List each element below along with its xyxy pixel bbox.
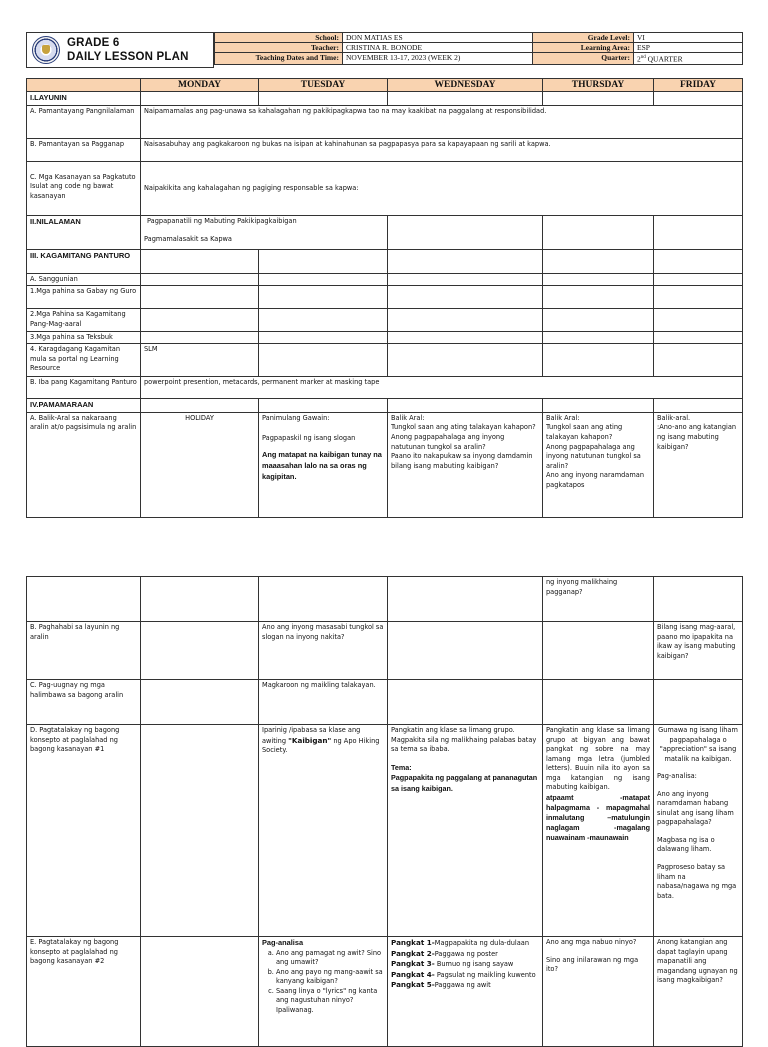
- quarter-label: Quarter:: [533, 53, 634, 65]
- day-header-wednesday: WEDNESDAY: [388, 79, 543, 92]
- friday-pagtatalakay-2: Anong katangian ang dapat taglayin upang mapanatili ang magandang ugnayan ng isang magkaibigan?: [654, 937, 743, 1047]
- section-nilalaman: II.NILALAMAN: [27, 215, 141, 249]
- nilalaman-text: Pagpapanatili ng Mabuting Pakikipagkaibigan Pagmamalasakit sa Kapwa: [141, 215, 388, 249]
- row-label-pag-uugnay: C. Pag-uugnay ng mga halimbawa sa bagong aralin: [27, 680, 141, 725]
- quarter-value: 2nd QUARTER: [634, 53, 743, 65]
- lesson-plan-table-page2: [26, 576, 743, 1047]
- dates-label: Teaching Dates and Time:: [215, 53, 343, 65]
- friday-paghahabi: Bilang isang mag-aaral, paano mo ipapakita na ikaw ay isang mabuting kaibigan?: [654, 622, 743, 680]
- day-header-tuesday: TUESDAY: [259, 79, 388, 92]
- row-label-balik-aral: A. Balik-Aral sa nakaraang aralin at/o pagsisimula ng aralin: [27, 412, 141, 517]
- learning-area-value: ESP: [634, 43, 743, 53]
- learning-area-label: Learning Area:: [533, 43, 634, 53]
- row-text-pamantayan-sa-pagganap: Naisasabuhay ang pagkakaroon ng bukas na isipan at kahinahunan sa pagpapasya para sa kapayapaan ng sarili at kapwa.: [141, 138, 743, 161]
- analysis-question: c. Saang linya o "lyrics" ng kanta ang nagustuhan ninyo? Ipaliwanag.: [276, 987, 384, 1016]
- slm-text: SLM: [141, 344, 259, 377]
- header-info-table: [214, 32, 743, 65]
- row-label-gabay-ng-guro: 1.Mga pahina sa Gabay ng Guro: [27, 286, 141, 309]
- section-kagamitan: III. KAGAMITANG PANTURO: [27, 249, 141, 273]
- row-label-karagdagang-kagamitan: 4. Karagdagang Kagamitan mula sa portal ng Learning Resource: [27, 344, 141, 377]
- group-item: Pangkat 5-Paggawa ng awit: [391, 980, 491, 990]
- thursday-continued-text: ng inyong malikhaing pagganap?: [543, 577, 654, 622]
- monday-holiday: HOLIDAY: [141, 412, 259, 517]
- wednesday-pagtatalakay-2: [388, 937, 543, 1047]
- analysis-question-list: [262, 949, 384, 1016]
- row-text-pamantayang-pangnilalaman: Naipamamalas ang pag-unawa sa kahalagahan ng pakikipagkapwa tao na may kaakibat na paggalang at responsibilidad.: [141, 105, 743, 138]
- section-layunin: I.LAYUNIN: [27, 92, 141, 106]
- row-label-pagtatalakay-1: D. Pagtatalakay ng bagong konsepto at paglalahad ng bagong kasanayan #1: [27, 725, 141, 937]
- tuesday-pagtatalakay-1: Iparinig /ipabasa sa klase ang awiting "Kaibigan" ng Apo Hiking Society.: [259, 725, 388, 937]
- thursday-balik-aral: Balik Aral: Tungkol saan ang ating talakayan kahapon? Anong pagpapahalaga ang inyong natutunan tungkol sa aralin? Ano ang inyong naramdaman pagkatapos: [543, 412, 654, 517]
- grade-title: GRADE 6: [67, 37, 120, 49]
- grade-level-label: Grade Level:: [533, 33, 634, 43]
- group-item: Pangkat 1-Magpapakita ng dula-dulaan: [391, 938, 530, 947]
- row-label-iba-pang-kagamitan: B. Iba pang Kagamitang Panturo: [27, 377, 141, 399]
- row-label-kagamitang-pang-mag-aaral: 2.Mga Pahina sa Kagamitang Pang-Mag-aaral: [27, 309, 141, 331]
- corner-cell: [27, 79, 141, 92]
- group-item: Pangkat 3- Bumuo ng isang sayaw: [391, 959, 514, 969]
- lesson-plan-table-page1: [26, 78, 743, 518]
- teacher-label: Teacher:: [215, 43, 343, 53]
- day-header-friday: FRIDAY: [654, 79, 743, 92]
- row-label-pamantayang-pangnilalaman: A. Pamantayang Pangnilalaman: [27, 105, 141, 138]
- friday-balik-aral: Balik-aral. :Ano-ano ang katangian ng isang mabuting kaibigan?: [654, 412, 743, 517]
- row-label-kasanayan: C. Mga Kasanayan sa Pagkatuto Isulat ang code ng bawat kasanayan: [27, 161, 141, 215]
- grade-level-value: VI: [634, 33, 743, 43]
- deped-seal-icon: [32, 36, 60, 64]
- row-label-sanggunian: A. Sanggunian: [27, 273, 141, 286]
- group-item: Pangkat 2-Paggawa ng poster: [391, 948, 498, 958]
- school-label: School:: [215, 33, 343, 43]
- wednesday-balik-aral: Balik Aral: Tungkol saan ang ating talakayan kahapon? Anong pagpapahalaga ang inyong natutunan tungkol sa aralin? Paano ito nakapukaw sa inyong damdamin bilang isang mabuting kaibigan?: [388, 412, 543, 517]
- tuesday-paghahabi: Ano ang inyong masasabi tungkol sa slogan na inyong nakita?: [259, 622, 388, 680]
- teacher-value: CRISTINA R. BONODE: [343, 43, 533, 53]
- row-text-iba-pang-kagamitan: powerpoint presention, metacards, permanent marker at masking tape: [141, 377, 743, 399]
- day-header-monday: MONDAY: [141, 79, 259, 92]
- section-pamamaraan: IV.PAMAMARAAN: [27, 399, 141, 413]
- day-header-thursday: THURSDAY: [543, 79, 654, 92]
- school-value: DON MATIAS ES: [343, 33, 533, 43]
- row-label-pamantayan-sa-pagganap: B. Pamantayan sa Pagganap: [27, 138, 141, 161]
- thursday-pagtatalakay-2: Ano ang mga nabuo ninyo? Sino ang inilarawan ng mga ito?: [543, 937, 654, 1047]
- tuesday-balik-aral: Panimulang Gawain: Pagpapaskil ng isang slogan Ang matapat na kaibigan tunay na maaasahan lalo na sa oras ng kagipitan.: [259, 412, 388, 517]
- dlp-title: DAILY LESSON PLAN: [67, 51, 189, 63]
- dates-value: NOVEMBER 13-17, 2023 (WEEK 2): [343, 53, 533, 65]
- row-label-pagtatalakay-2: E. Pagtatalakay ng bagong konsepto at paglalahad ng bagong kasanayan #2: [27, 937, 141, 1047]
- row-label-paghahabi: B. Paghahabi sa layunin ng aralin: [27, 622, 141, 680]
- tuesday-pag-uugnay: Magkaroon ng maikling talakayan.: [259, 680, 388, 725]
- group-item: Pangkat 4- Pagsulat ng maikling kuwento: [391, 969, 536, 979]
- row-label-teksbuk: 3.Mga pahina sa Teksbuk: [27, 331, 141, 344]
- friday-pagtatalakay-1: Gumawa ng isang liham pagpapahalaga o "appreciation" sa isang matalik na kaibigan. Pag-analisa: Ano ang inyong naramdaman habang sinulat ang isang liham pagpapahalaga? Magbasa ng isa o dalawang liham. Pagproseso batay sa liham na nabasa/nagawa ng mga bata.: [654, 725, 743, 937]
- row-text-kasanayan: Naipakikita ang kahalagahan ng pagiging responsable sa kapwa:: [141, 161, 743, 215]
- tuesday-pagtatalakay-2: Pag-analisa a. Ano ang pamagat ng awit? Sino ang umawit? b. Ano ang payo ng mang-aawit sa kanyang kaibigan? c. Saang linya o "lyrics" ng kanta ang nagustuhan ninyo? Ipaliwanag.: [259, 937, 388, 1047]
- header-title-box: [26, 32, 214, 68]
- analysis-question: b. Ano ang payo ng mang-aawit sa kanyang kaibigan?: [276, 968, 384, 987]
- wednesday-pagtatalakay-1: Pangkatin ang klase sa limang grupo. Magpakita sila ng malikhaing palabas batay sa tema sa ibaba. Tema: Pagpapakita ng paggalang at pananagutan sa isang kaibigan.: [388, 725, 543, 937]
- analysis-question: a. Ano ang pamagat ng awit? Sino ang umawit?: [276, 949, 384, 968]
- thursday-pagtatalakay-1: Pangkatin ang klase sa limang grupo at bigyan ang bawat pangkat ng sobre na may lamang mga letra (jumbled letters). Buuin nila ito ayon sa mga katangian ng isang mabuting kaibigan. atpaamt -matapat halpagmama - mapagmahal inmalutang –matulungin naglagam -magalang nuawainam -maunawain: [543, 725, 654, 937]
